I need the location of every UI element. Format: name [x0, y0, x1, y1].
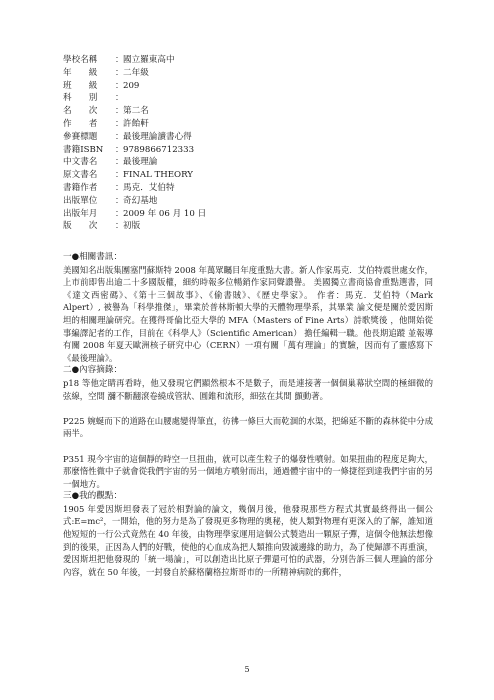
meta-row	[63, 54, 443, 67]
meta-label: 出版單位	[63, 195, 98, 206]
meta-label: 年 級	[63, 67, 98, 78]
meta-value: 第二名	[123, 106, 149, 117]
blank-line	[63, 402, 433, 415]
meta-label: 書籍ISBN	[63, 144, 104, 155]
meta-row	[63, 67, 443, 80]
meta-label: 出版年月	[63, 208, 98, 219]
paragraph: P225 婉蜒而下的道路在山腰處變得筆直，彷彿一條巨大而乾涸的水渠，把綿延不斷的森林從中分成兩半。	[63, 415, 433, 439]
section-heading-book-info: 一●相關書訊：	[63, 252, 123, 262]
meta-value: 9789866712333	[123, 144, 195, 155]
meta-label: 學校名稱	[63, 55, 98, 65]
meta-separator: ：	[115, 93, 124, 104]
meta-separator: ：	[115, 182, 124, 193]
section-heading-my-view: 三●我的觀點：	[63, 491, 123, 502]
meta-value: 最後理論讀書心得	[123, 131, 192, 142]
meta-label: 參賽標題	[63, 131, 98, 142]
paragraph: P351 現今宇宙的這個靜的時空一旦扭曲，就可以產生粒子的爆發性噴射。如果扭曲的程度足夠大，那麼惰性微中子就會從我們宇宙的另一個地方噴射而出，通過體宇宙中的一條捷徑到達我們宇宙的另一個地方。	[63, 453, 433, 489]
meta-row	[63, 182, 443, 195]
section-heading-excerpts: 二●內容摘錄：	[63, 365, 123, 376]
meta-separator: ：	[115, 157, 124, 168]
meta-label: 科 別	[63, 93, 98, 104]
meta-row	[63, 105, 443, 118]
meta-label: 書籍作者	[63, 182, 98, 193]
meta-row	[63, 92, 443, 105]
meta-separator: ：	[115, 131, 124, 142]
meta-row	[63, 80, 443, 93]
metadata-block	[63, 54, 443, 233]
meta-label: 作 者	[63, 118, 98, 129]
meta-row	[63, 169, 443, 182]
blank-line	[63, 440, 433, 453]
meta-separator: ：	[115, 67, 124, 78]
meta-label: 班 級	[63, 80, 98, 91]
meta-row	[63, 131, 443, 144]
meta-value: 二年級	[123, 67, 149, 78]
page-number: 5	[244, 665, 250, 674]
meta-value: 209	[123, 80, 140, 91]
meta-separator: ：	[115, 221, 124, 232]
meta-value: FINAL THEORY	[123, 170, 193, 181]
meta-separator: ：	[115, 80, 124, 91]
meta-value: 國立羅東高中	[123, 55, 175, 65]
meta-row	[63, 195, 443, 208]
meta-value	[123, 92, 443, 105]
body-content	[63, 251, 433, 578]
meta-value: 奇幻基地	[123, 195, 158, 206]
meta-separator: ：	[115, 106, 124, 117]
meta-value: 最後理論	[123, 157, 158, 168]
meta-row	[63, 156, 443, 169]
meta-value: 許飴軒	[123, 118, 149, 129]
meta-separator: ：	[115, 55, 124, 65]
meta-row	[63, 144, 443, 157]
meta-separator: ：	[115, 118, 124, 129]
meta-row	[63, 220, 443, 233]
paragraph: 美國知名出版集團塞門蘇斯特 2008 年萬眾矚目年度重點大書。新人作家馬克．艾伯特震世處女作，上市前即售出逾二十多國版權，細約時報多位暢銷作家同聲讚譽。 美國獨立書商協會重點選書，同《達文西密碼》、《第十三個故事》、《偷書賊》、《歷史學家》。 作者：馬克．艾伯特（Mark Alpert）, 被譽為「科學推傑」，畢業於普林斯頓大學的天體物理學系，其畢業 論文便是關於愛因斯坦的相關理論研究。在獲得哥倫比亞大學的 MFA（Masters of Fine Arts）詩歌獎後 ，他開始從事編譯記者的工作，目前在《科學人》（Scientific American） 擔任編輯一職。他長期追蹤 並報導有關 2008 年夏天歐洲核子研究中心（CERN）一項有關「萬有理論」的實驗，因而有了靈感寫下《最後理論》。	[63, 264, 434, 363]
meta-separator: ：	[115, 170, 124, 181]
meta-label: 原文書名	[63, 170, 98, 181]
meta-label: 中文書名	[63, 157, 98, 168]
meta-separator: ：	[115, 195, 124, 206]
meta-separator: ：	[115, 208, 124, 219]
meta-separator: ：	[115, 144, 124, 155]
meta-row	[63, 118, 443, 131]
meta-value: 初版	[123, 221, 141, 232]
meta-row	[63, 208, 443, 221]
meta-label: 名 次	[63, 106, 98, 117]
paragraph: p18 等他定睛再看時，他又發現它們顯然根本不是數子，而是連接著一個個巢幕狀空間的極細微的弦線，空間 瀰不斷翻滾卷繞成管狀、圓錐和流形，細弦在其間 顫動著。	[63, 377, 433, 401]
meta-label: 版 次	[63, 221, 98, 232]
meta-value: 馬克．艾伯特	[123, 182, 175, 193]
meta-value: 2009 年 06 月 10 日	[123, 208, 207, 219]
paragraph: 1905 年愛因斯坦發表了冠於相對論的論文，幾個月後，他發現那些方程式其實最終得出一個公式:E=mc²，一開始，他的努力是為了發現更多物理的奧秘，使人類對物理有更深入的了解，誰知道他短短的一行公式竟然在 40 年後，由物理學家運用這個公式製造出一顆原子彈，這個令他無法想像到的後果，正因為人們的好戰，使他的心血成為把人類推向毀滅邊緣的助力，為了使歸謬不再重演，愛因斯坦把他發現的「統一場論」，可以創造出比原子彈還可怕的武器，分別告訴三個人理論的部分內容，就在 50 年後，一封發自於蘇格蘭格拉斯哥市的一所精神病院的郵件，	[63, 503, 433, 577]
